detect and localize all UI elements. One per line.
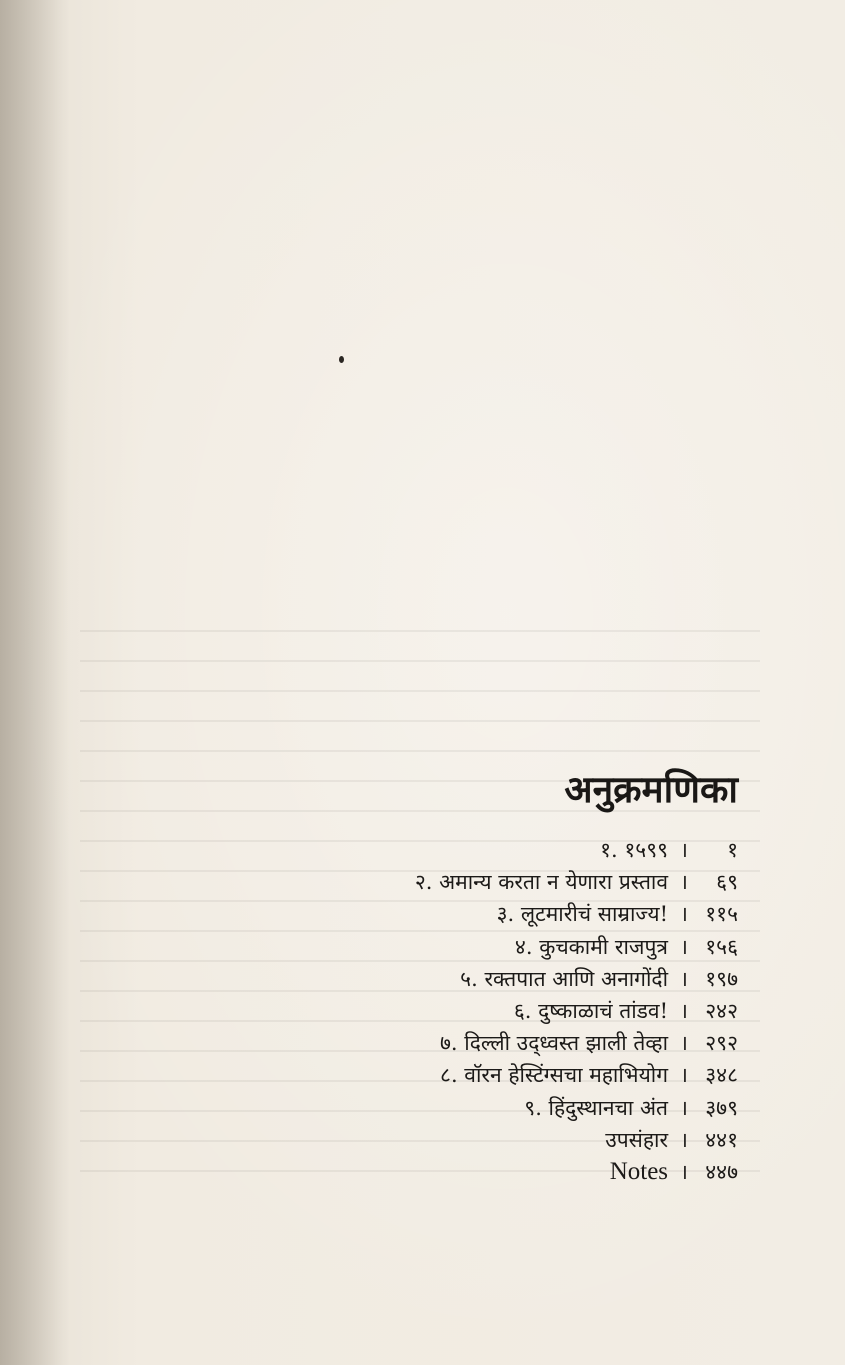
toc-entry-page: ४४७ — [705, 1159, 738, 1184]
toc-entry-label: १. १५९९ — [600, 838, 669, 863]
toc-entry-page: ३४८ — [705, 1063, 738, 1088]
toc-title: अनुक्रमणिका — [564, 768, 738, 811]
toc-separator: । — [680, 1127, 688, 1152]
toc-entry-page: २४२ — [705, 999, 738, 1024]
toc-entry-label: ३. लूटमारीचं साम्राज्य! — [496, 902, 669, 927]
toc-entry — [415, 866, 738, 898]
toc-separator: । — [680, 1095, 688, 1120]
toc-entry — [415, 1156, 738, 1188]
toc-separator: । — [680, 902, 688, 927]
toc-entry-label: २. अमान्य करता न येणारा प्रस्ताव — [414, 870, 669, 895]
toc-entry-page: ३७९ — [705, 1095, 738, 1120]
toc-list — [415, 834, 738, 1188]
toc-entry — [415, 1027, 738, 1059]
toc-entry — [415, 1124, 738, 1156]
toc-entry-label: ६. दुष्काळाचं तांडव! — [513, 999, 669, 1024]
toc-entry-label: ५. रक्तपात आणि अनागोंदी — [460, 966, 669, 991]
toc-entry-label: ४. कुचकामी राजपुत्र — [514, 934, 669, 959]
toc-entry — [415, 834, 738, 866]
ink-speck — [339, 356, 344, 363]
toc-separator: । — [680, 1031, 688, 1056]
toc-entry — [415, 898, 738, 930]
toc-entry — [415, 931, 738, 963]
toc-entry — [415, 1059, 738, 1091]
toc-entry — [415, 995, 738, 1027]
toc-separator: । — [680, 838, 688, 863]
toc-entry-page: १५६ — [705, 934, 738, 959]
toc-separator: । — [680, 934, 688, 959]
toc-separator: । — [680, 999, 688, 1024]
gutter-shadow — [0, 0, 70, 1365]
toc-entry-label: ८. वॉरन हेस्टिंग्सचा महाभियोग — [440, 1063, 669, 1088]
toc-entry-label: ७. दिल्ली उद्‌ध्वस्त झाली तेव्हा — [440, 1031, 669, 1056]
toc-separator: । — [680, 1063, 688, 1088]
toc-entry — [415, 1092, 738, 1124]
toc-entry-page: १९७ — [705, 966, 738, 991]
toc-separator: । — [680, 870, 688, 895]
toc-entry-page: ६९ — [716, 870, 738, 895]
toc-entry-label: ९. हिंदुस्थानचा अंत — [524, 1095, 669, 1120]
toc-separator: । — [680, 966, 688, 991]
toc-separator: । — [680, 1159, 688, 1184]
toc-entry-label: उपसंहार — [605, 1127, 669, 1152]
toc-entry-page: ११५ — [705, 902, 738, 927]
toc-entry-page: २९२ — [705, 1031, 738, 1056]
toc-entry — [415, 963, 738, 995]
toc-entry-label: Notes — [609, 1157, 669, 1185]
toc-entry-page: १ — [727, 838, 738, 863]
toc-entry-page: ४४१ — [705, 1127, 738, 1152]
